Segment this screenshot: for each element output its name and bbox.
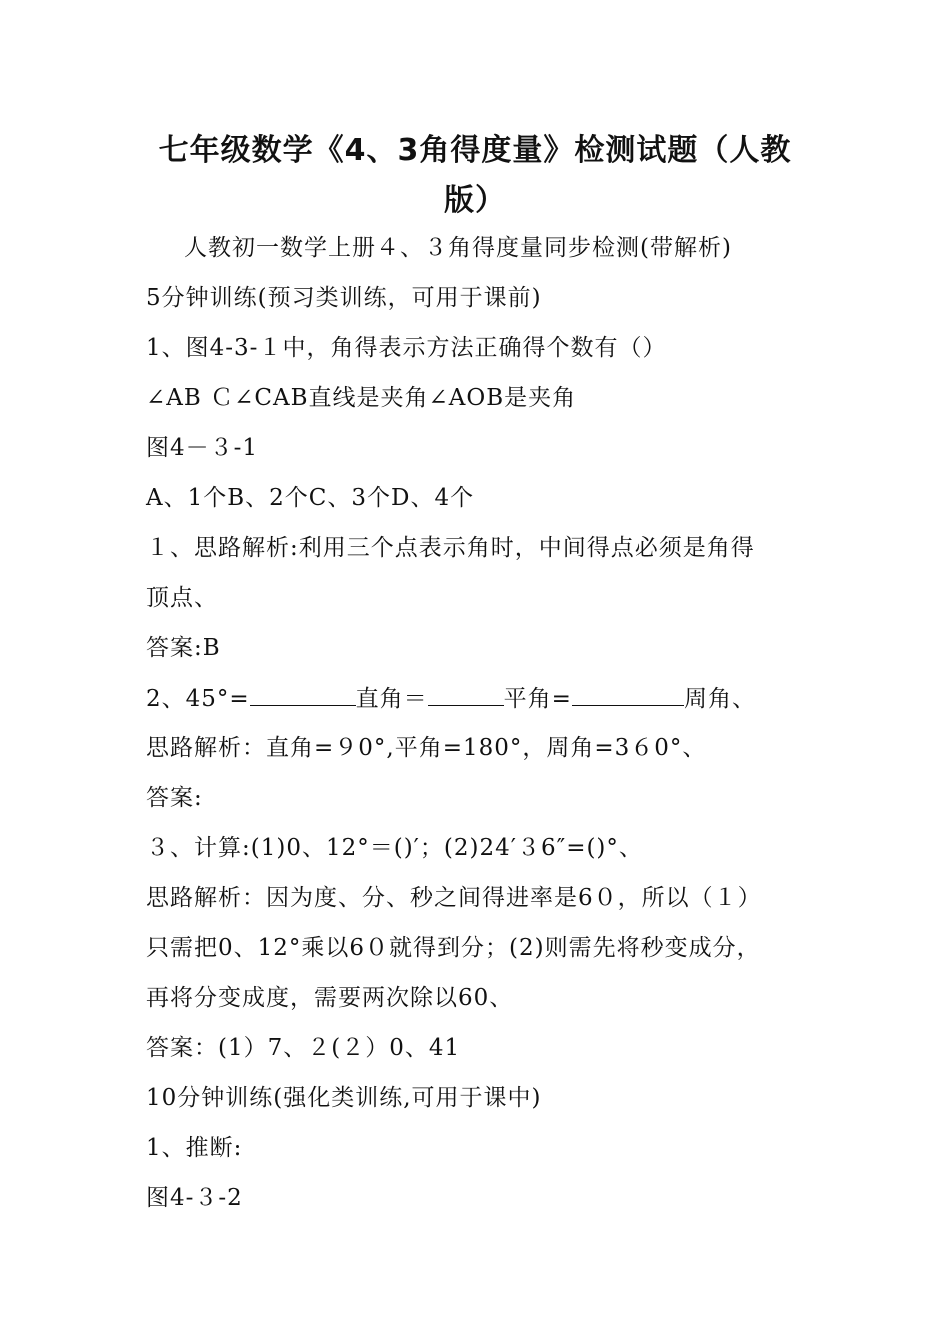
answer-blank-3 (572, 683, 684, 706)
question-2-analysis: 思路解析：直角=９0°,平角=180°，周角=3６0°、 (146, 735, 707, 761)
question-2-part-a: 2、45°= (146, 686, 250, 712)
section-heading-10min: 10分钟训练(强化类训练,可用于课中) (146, 1085, 542, 1111)
figure-caption-4-3-2: 图4-３-2 (146, 1185, 243, 1211)
answer-blank-1 (250, 683, 356, 706)
question-1-options: A、1个B、2个C、3个D、4个 (146, 485, 475, 511)
question-1-analysis-line-2: 顶点、 (146, 585, 218, 611)
question-3-answer: 答案：(1）7、２(２）0、41 (146, 1035, 461, 1061)
question-3-analysis-line-3: 再将分变成度，需要两次除以60、 (146, 985, 514, 1011)
question-1-answer: 答案:B (146, 635, 221, 661)
question-1-items: ∠AB Ｃ∠CAB直线是夹角∠AOB是夹角 (146, 385, 577, 411)
section-heading-5min: 5分钟训练(预习类训练，可用于课前) (146, 285, 542, 311)
section-2-question-1: 1、推断: (146, 1135, 243, 1161)
document-title-line-2: 版） (444, 183, 506, 218)
figure-caption-4-3-1: 图4－３-1 (146, 435, 259, 461)
question-1-analysis-line-1: １、思路解析:利用三个点表示角时，中间得点必须是角得 (146, 535, 755, 561)
question-2-part-d: 周角、 (683, 686, 756, 712)
question-2 (146, 683, 756, 714)
question-1: 1、图4-3-１中，角得表示方法正确得个数有（） (146, 335, 667, 361)
question-3: ３、计算:(1)0、12°＝()′；(2)24′３6″=()°、 (146, 835, 643, 861)
answer-blank-2 (428, 683, 504, 706)
question-3-analysis-line-2: 只需把0、12°乘以6０就得到分；(2)则需先将秒变成分， (146, 935, 761, 961)
question-2-answer: 答案: (146, 785, 203, 811)
document-title-line-1: 七年级数学《4、3角得度量》检测试题（人教 (158, 133, 792, 168)
subtitle: 人教初一数学上册４、３角得度量同步检测(带解析) (184, 235, 732, 261)
question-3-analysis-line-1: 思路解析：因为度、分、秒之间得进率是6０，所以（１） (146, 885, 762, 911)
question-2-part-c: 平角= (503, 686, 572, 712)
question-2-part-b: 直角＝ (355, 686, 428, 712)
